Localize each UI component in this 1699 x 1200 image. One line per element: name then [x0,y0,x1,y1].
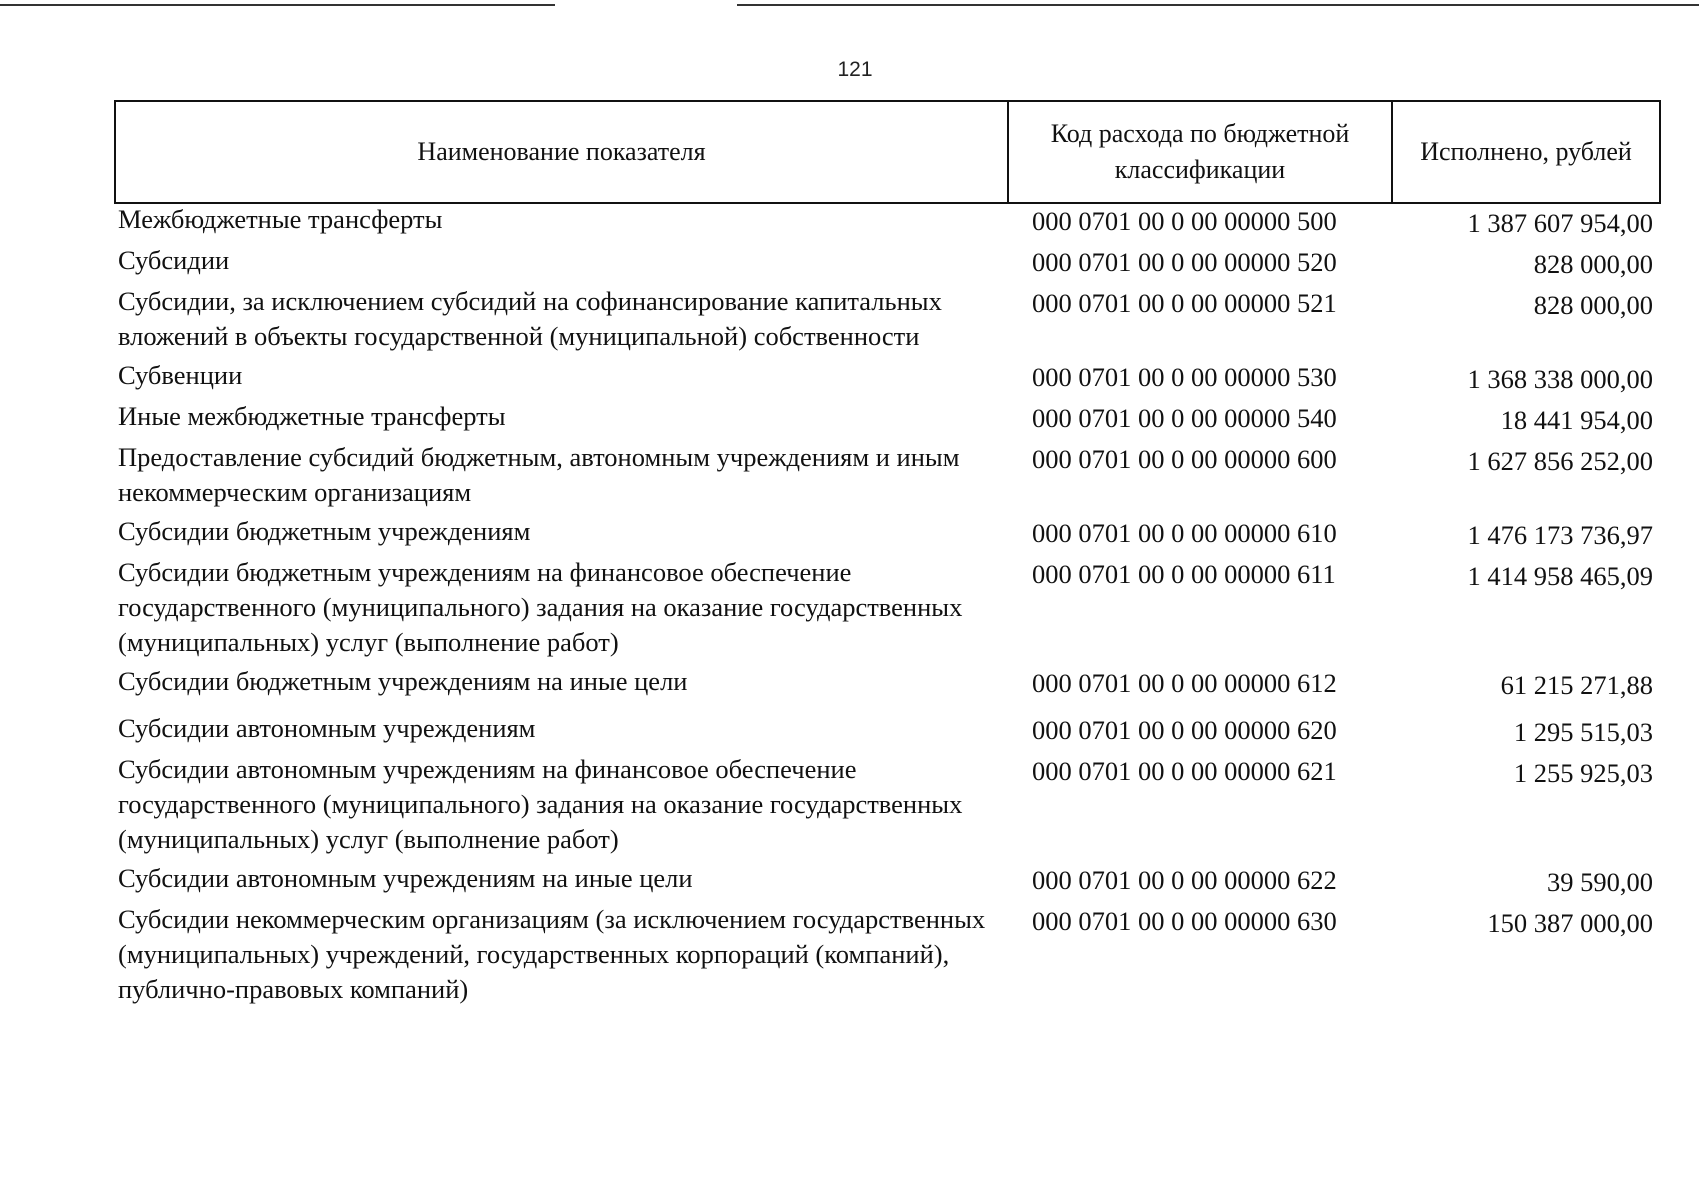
top-rule-right [737,4,1699,6]
row-code: 000 0701 00 0 00 00000 521 [1032,288,1337,318]
row-name: Иные межбюджетные трансферты [118,401,506,431]
row-code: 000 0701 00 0 00 00000 600 [1032,444,1337,474]
table-row [118,711,1663,752]
header-code-column: Код расхода по бюджетной классификации [1009,102,1393,202]
row-code: 000 0701 00 0 00 00000 500 [1032,206,1337,236]
table-row [118,284,1663,358]
page-number: 121 [837,58,873,81]
row-name: Субсидии бюджетным учреждениям на финансовое обеспечение государственного (муниципального) задания на оказание государственных (муниципальных) услуг (выполнение работ) [118,557,963,657]
table-row [118,399,1663,440]
table-row [118,752,1663,861]
row-code: 000 0701 00 0 00 00000 622 [1032,865,1337,895]
row-name: Субсидии бюджетным учреждениям [118,516,531,546]
table-row [118,440,1663,514]
table-body [118,202,1663,1009]
table-row [118,555,1663,664]
table-row [118,358,1663,399]
row-amount: 150 387 000,00 [1487,908,1653,938]
row-code: 000 0701 00 0 00 00000 530 [1032,362,1337,392]
row-amount: 18 441 954,00 [1500,405,1653,435]
row-code: 000 0701 00 0 00 00000 612 [1032,668,1337,698]
row-amount: 1 368 338 000,00 [1467,364,1653,394]
table-row [118,243,1663,284]
row-name: Субсидии [118,245,230,275]
row-name: Субсидии автономным учреждениям на финансовое обеспечение государственного (муниципального) задания на оказание государственных (муниципальных) услуг (выполнение работ) [118,754,963,854]
row-amount: 828 000,00 [1533,290,1653,320]
row-code: 000 0701 00 0 00 00000 611 [1032,559,1336,589]
row-code: 000 0701 00 0 00 00000 630 [1032,906,1337,936]
row-amount: 1 387 607 954,00 [1467,208,1653,238]
table-row [118,202,1663,243]
row-amount: 1 414 958 465,09 [1467,561,1653,591]
header-name-column: Наименование показателя [116,102,1009,202]
table-row [118,664,1663,711]
row-code: 000 0701 00 0 00 00000 621 [1032,756,1337,786]
row-code: 000 0701 00 0 00 00000 620 [1032,715,1337,745]
header-amount-column: Исполнено, рублей [1420,137,1632,166]
table-row [118,861,1663,902]
table-header [114,100,1661,204]
row-amount: 39 590,00 [1547,867,1653,897]
table-row [118,902,1663,1009]
row-code: 000 0701 00 0 00 00000 520 [1032,247,1337,277]
row-code: 000 0701 00 0 00 00000 610 [1032,518,1337,548]
row-code: 000 0701 00 0 00 00000 540 [1032,403,1337,433]
row-amount: 1 476 173 736,97 [1467,520,1653,550]
row-amount: 1 255 925,03 [1513,758,1653,788]
top-rule-left [0,4,555,6]
row-name: Субсидии, за исключением субсидий на софинансирование капитальных вложений в объекты государственной (муниципальной) собственности [118,286,942,351]
row-name: Субсидии некоммерческим организациям (за исключением государственных (муниципальных) учреждений, государственных корпораций (компаний), публично-правовых компаний) [118,904,986,1004]
row-name: Предоставление субсидий бюджетным, автономным учреждениям и иным некоммерческим организациям [118,442,960,507]
row-name: Субвенции [118,360,243,390]
row-name: Субсидии автономным учреждениям на иные цели [118,863,693,893]
row-amount: 828 000,00 [1533,249,1653,279]
table-row [118,514,1663,555]
row-amount: 1 295 515,03 [1513,717,1653,747]
row-name: Субсидии бюджетным учреждениям на иные цели [118,666,688,696]
row-name: Субсидии автономным учреждениям [118,713,536,743]
row-name: Межбюджетные трансферты [118,204,443,234]
row-amount: 61 215 271,88 [1500,670,1653,700]
row-amount: 1 627 856 252,00 [1467,446,1653,476]
